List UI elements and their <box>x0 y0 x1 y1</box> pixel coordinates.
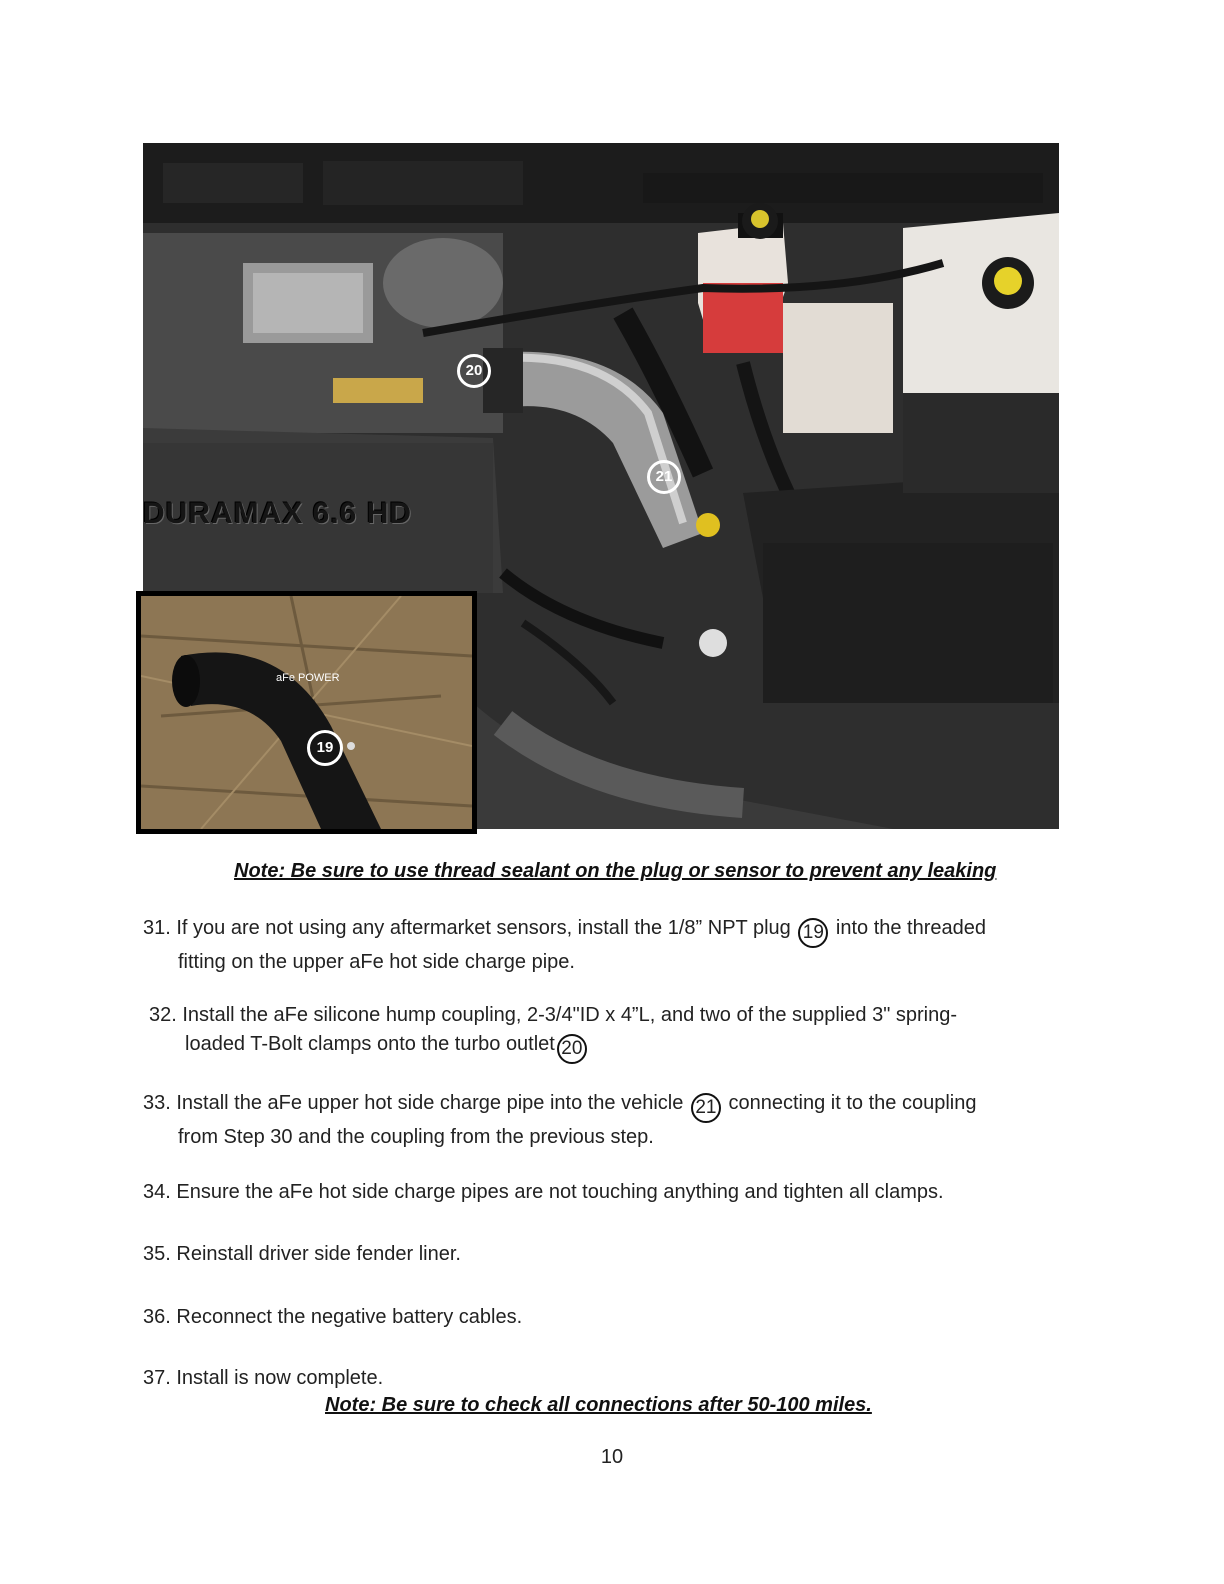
callout-21: 21 <box>647 460 681 494</box>
callout-20: 20 <box>457 354 491 388</box>
part-ref-19: 19 <box>798 918 828 948</box>
callout-19: 19 <box>307 730 343 766</box>
step-35 <box>143 1240 461 1269</box>
step-text: If you are not using any aftermarket sensors, install the 1/8” NPT plug <box>176 917 791 939</box>
step-text: Reconnect the negative battery cables. <box>176 1306 523 1328</box>
step-number: 35. <box>143 1243 171 1265</box>
step-text-cont: connecting it to the coupling <box>728 1092 977 1114</box>
step-text: Install the aFe silicone hump coupling, 2-3/4"ID x 4”L, and two of the supplied 3" spring- <box>182 1004 958 1026</box>
part-ref-21: 21 <box>691 1093 721 1123</box>
step-33 <box>143 1089 976 1152</box>
step-31 <box>143 914 986 977</box>
step-number: 33. <box>143 1092 171 1114</box>
inset-pipe-illustration <box>141 596 472 829</box>
step-text: Reinstall driver side fender liner. <box>176 1243 461 1265</box>
step-number: 34. <box>143 1181 171 1203</box>
afe-logo-mark: aFe POWER <box>276 672 340 684</box>
note-check-connections: Note: Be sure to check all connections after 50-100 miles. <box>325 1394 872 1416</box>
step-number: 31. <box>143 917 171 939</box>
step-number: 32. <box>149 1004 177 1026</box>
step-text-line2: fitting on the upper aFe hot side charge pipe. <box>178 951 575 973</box>
inset-photo-charge-pipe <box>136 591 477 834</box>
step-text: Install the aFe upper hot side charge pipe into the vehicle <box>176 1092 684 1114</box>
step-32 <box>149 1001 957 1064</box>
note-thread-sealant: Note: Be sure to use thread sealant on the plug or sensor to prevent any leaking <box>234 860 997 882</box>
part-ref-20: 20 <box>557 1034 587 1064</box>
engine-cover-text: DURAMAX 6.6 HD <box>143 497 413 530</box>
step-34 <box>143 1178 944 1207</box>
step-text-cont: into the threaded <box>835 917 987 939</box>
step-number: 37. <box>143 1367 171 1389</box>
step-text: Ensure the aFe hot side charge pipes are not touching anything and tighten all clamps. <box>176 1181 944 1203</box>
step-text: Install is now complete. <box>176 1367 384 1389</box>
step-text-line2: loaded T-Bolt clamps onto the turbo outlet <box>185 1033 555 1055</box>
page-number: 10 <box>600 1446 624 1468</box>
step-36 <box>143 1303 522 1332</box>
step-text-line2: from Step 30 and the coupling from the previous step. <box>178 1126 654 1148</box>
step-37 <box>143 1364 383 1393</box>
step-number: 36. <box>143 1306 171 1328</box>
